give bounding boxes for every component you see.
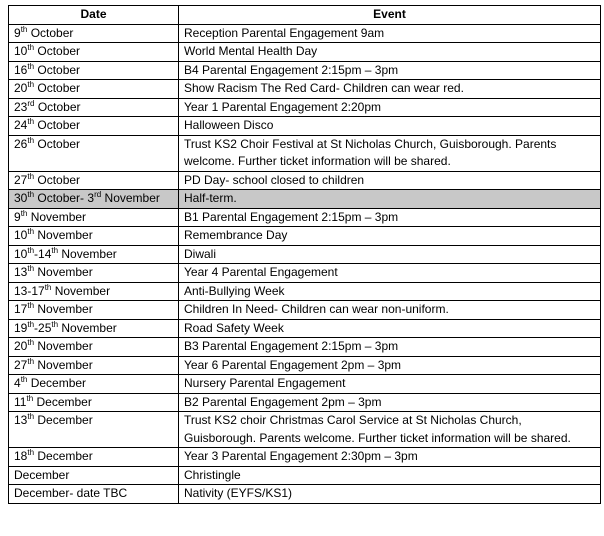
date-cell: 4th December <box>9 375 179 394</box>
event-cell: Remembrance Day <box>179 227 601 246</box>
event-cell: Diwali <box>179 245 601 264</box>
date-cell: 27th November <box>9 356 179 375</box>
event-cell: Christingle <box>179 466 601 485</box>
event-cell: Nativity (EYFS/KS1) <box>179 485 601 504</box>
event-cell: B2 Parental Engagement 2pm – 3pm <box>179 393 601 412</box>
event-cell: B3 Parental Engagement 2:15pm – 3pm <box>179 338 601 357</box>
date-cell: 10th November <box>9 227 179 246</box>
event-cell: World Mental Health Day <box>179 43 601 62</box>
events-table <box>8 5 601 504</box>
date-cell: 13th November <box>9 264 179 283</box>
table-row <box>9 301 601 320</box>
events-table-body <box>9 24 601 503</box>
event-cell: Road Safety Week <box>179 319 601 338</box>
table-row <box>9 338 601 357</box>
date-cell: December <box>9 466 179 485</box>
table-row <box>9 412 601 448</box>
event-cell: Year 6 Parental Engagement 2pm – 3pm <box>179 356 601 375</box>
event-cell: Nursery Parental Engagement <box>179 375 601 394</box>
date-cell: 30th October- 3rd November <box>9 190 179 209</box>
event-cell: B1 Parental Engagement 2:15pm – 3pm <box>179 208 601 227</box>
date-cell: 10th October <box>9 43 179 62</box>
table-row <box>9 208 601 227</box>
event-cell: Reception Parental Engagement 9am <box>179 24 601 43</box>
date-cell: 9th October <box>9 24 179 43</box>
date-cell: 24th October <box>9 117 179 136</box>
table-row <box>9 61 601 80</box>
event-cell: Halloween Disco <box>179 117 601 136</box>
table-row <box>9 135 601 171</box>
event-cell: Anti-Bullying Week <box>179 282 601 301</box>
table-row <box>9 43 601 62</box>
event-cell: Trust KS2 Choir Festival at St Nicholas Church, Guisborough. Parents welcome. Further ticket information will be shared. <box>179 135 601 171</box>
date-cell: 9th November <box>9 208 179 227</box>
table-row <box>9 24 601 43</box>
date-cell: 10th-14th November <box>9 245 179 264</box>
table-row <box>9 485 601 504</box>
table-row <box>9 171 601 190</box>
table-row <box>9 80 601 99</box>
date-column-header: Date <box>9 6 179 25</box>
table-row <box>9 190 601 209</box>
date-cell: 18th December <box>9 448 179 467</box>
table-row <box>9 393 601 412</box>
event-cell: Half-term. <box>179 190 601 209</box>
event-cell: Show Racism The Red Card- Children can wear red. <box>179 80 601 99</box>
date-cell: 27th October <box>9 171 179 190</box>
date-cell: 20th November <box>9 338 179 357</box>
table-row <box>9 98 601 117</box>
event-column-header: Event <box>179 6 601 25</box>
event-cell: Trust KS2 choir Christmas Carol Service at St Nicholas Church, Guisborough. Parents welcome. Further ticket information will be shared. <box>179 412 601 448</box>
event-cell: Year 3 Parental Engagement 2:30pm – 3pm <box>179 448 601 467</box>
date-cell: 11th December <box>9 393 179 412</box>
date-cell: 26th October <box>9 135 179 171</box>
table-row <box>9 319 601 338</box>
date-cell: 19th-25th November <box>9 319 179 338</box>
table-row <box>9 245 601 264</box>
table-row <box>9 264 601 283</box>
table-row <box>9 448 601 467</box>
date-cell: 17th November <box>9 301 179 320</box>
table-row <box>9 227 601 246</box>
date-cell: 16th October <box>9 61 179 80</box>
event-cell: Year 4 Parental Engagement <box>179 264 601 283</box>
event-cell: B4 Parental Engagement 2:15pm – 3pm <box>179 61 601 80</box>
event-cell: PD Day- school closed to children <box>179 171 601 190</box>
date-cell: 23rd October <box>9 98 179 117</box>
date-cell: December- date TBC <box>9 485 179 504</box>
date-cell: 13-17th November <box>9 282 179 301</box>
table-row <box>9 117 601 136</box>
table-row <box>9 282 601 301</box>
table-header-row <box>9 6 601 25</box>
event-cell: Year 1 Parental Engagement 2:20pm <box>179 98 601 117</box>
date-cell: 20th October <box>9 80 179 99</box>
date-cell: 13th December <box>9 412 179 448</box>
table-row <box>9 466 601 485</box>
table-row <box>9 375 601 394</box>
table-row <box>9 356 601 375</box>
event-cell: Children In Need- Children can wear non-uniform. <box>179 301 601 320</box>
